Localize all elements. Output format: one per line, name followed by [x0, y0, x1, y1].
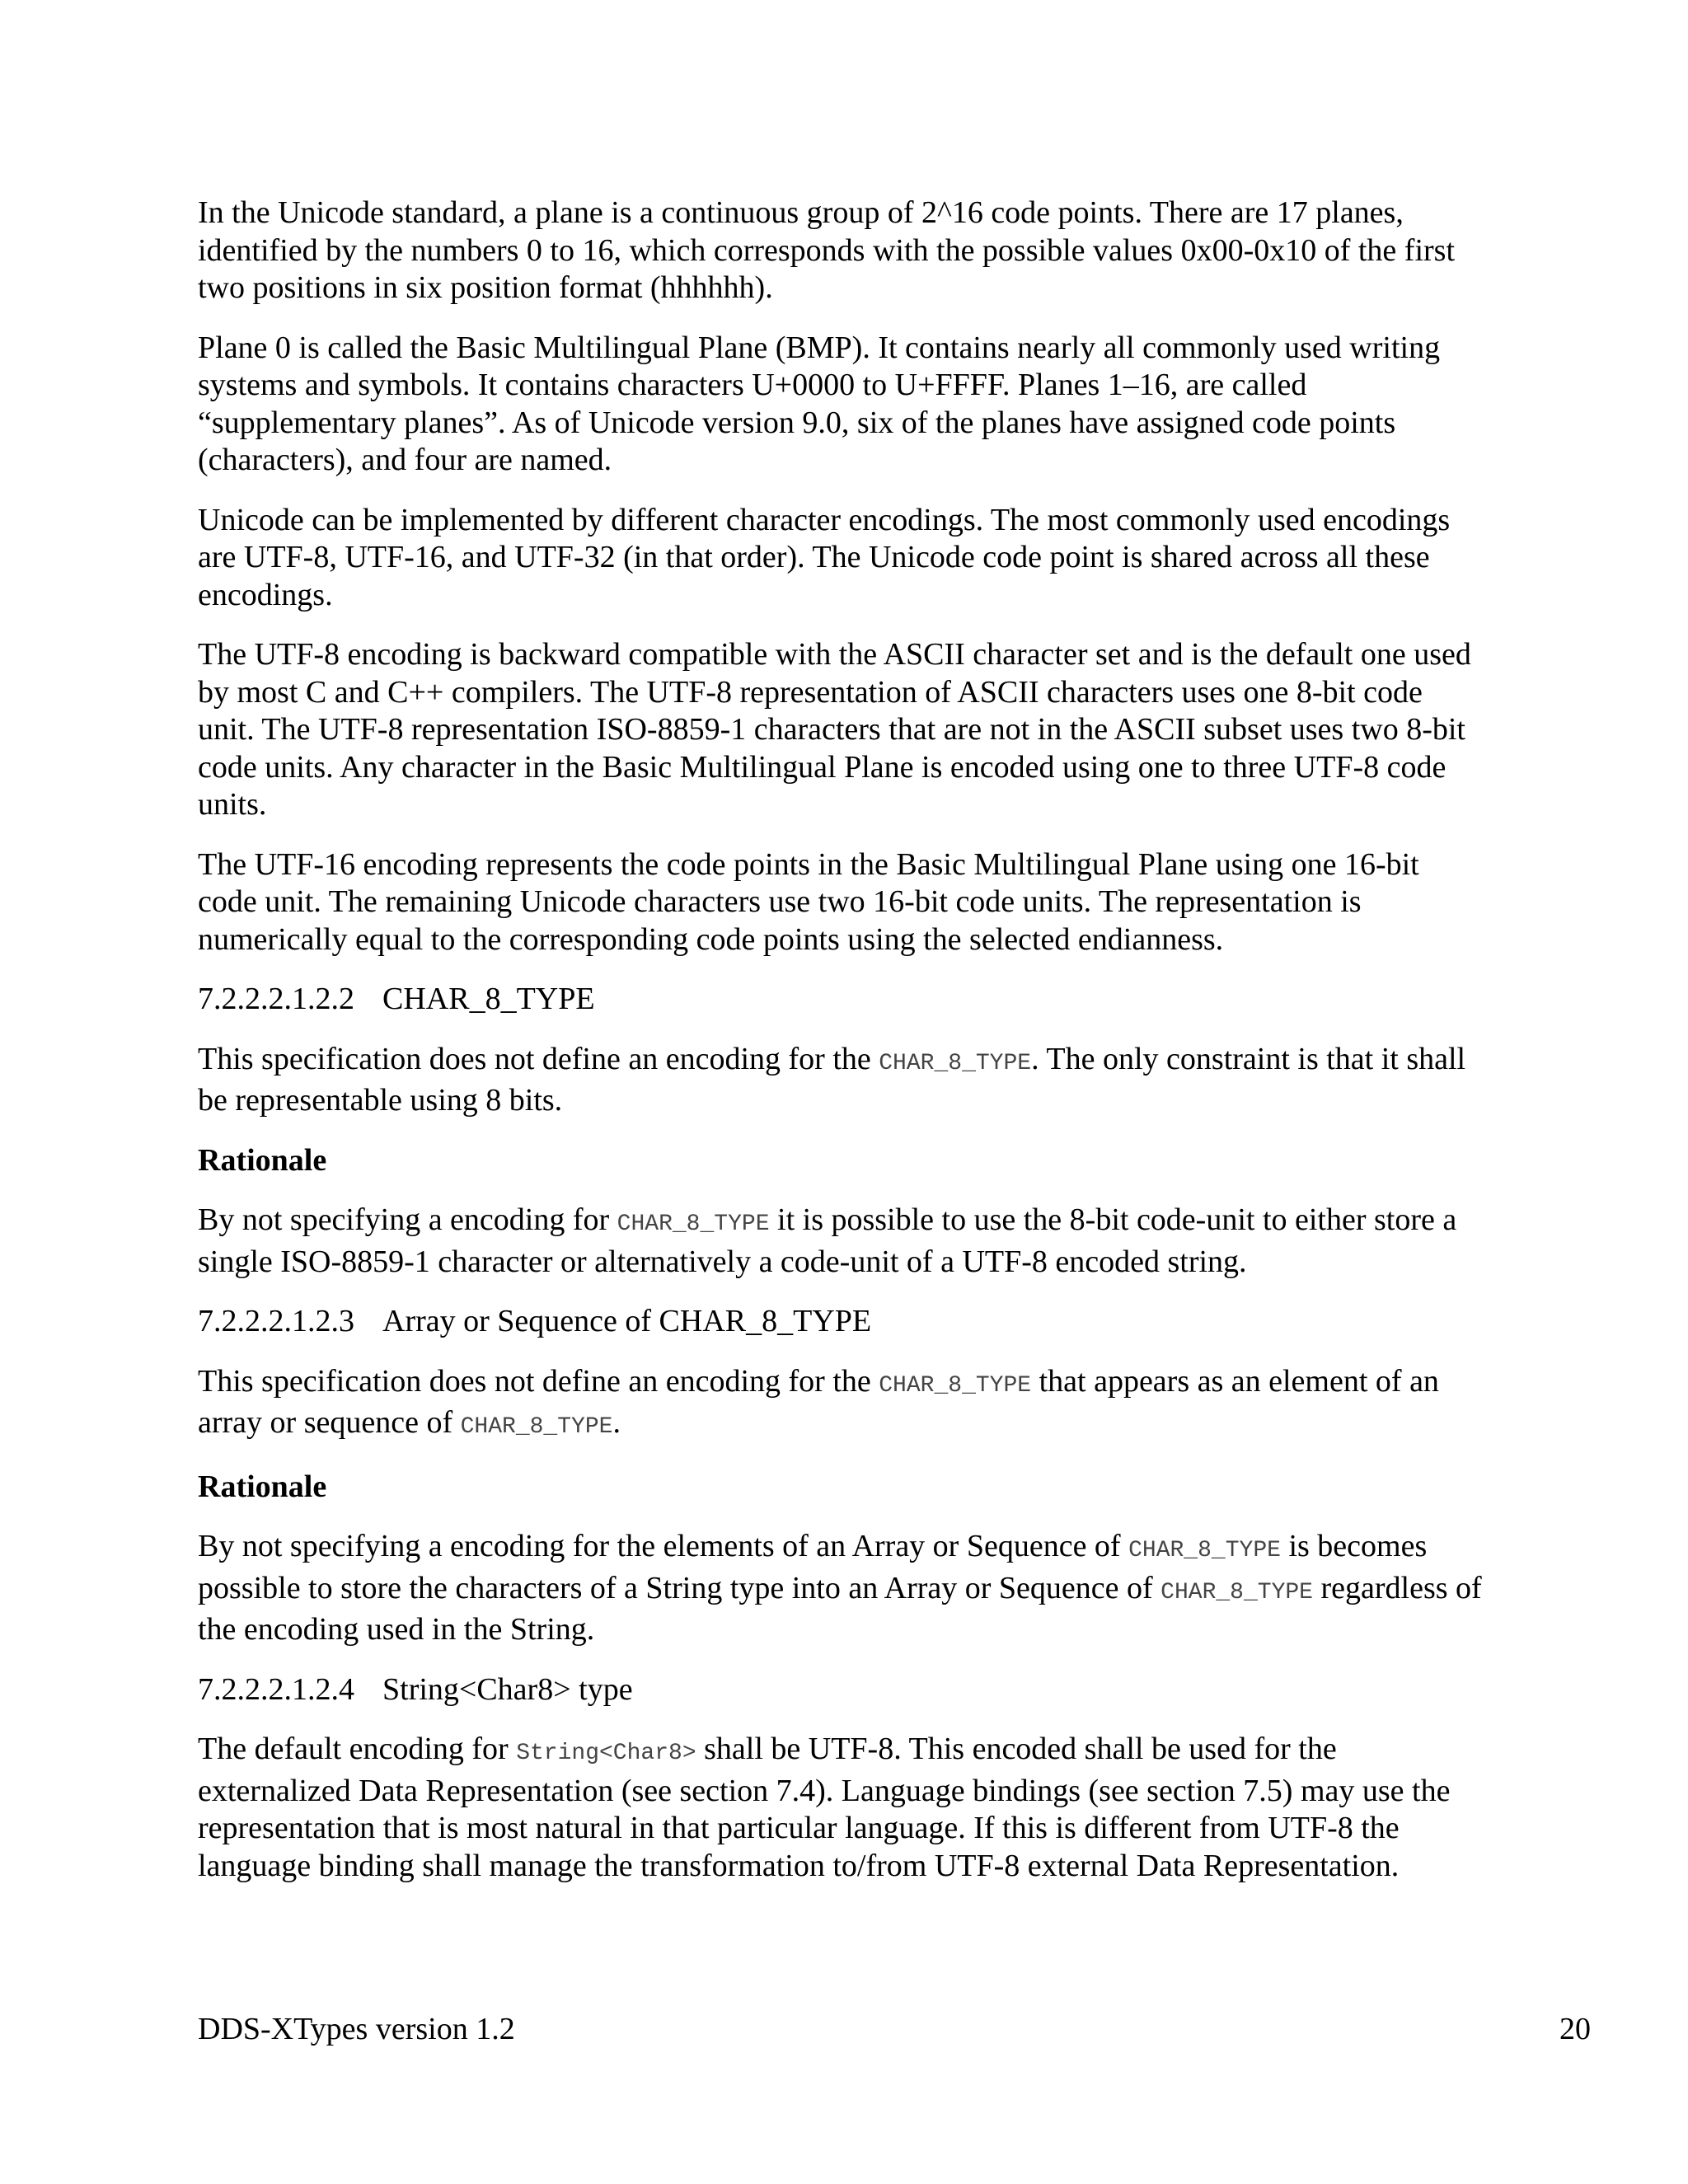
code-identifier: CHAR_8_TYPE	[1128, 1538, 1281, 1563]
section-heading-string-char8	[198, 1671, 1484, 1709]
footer-page-number: 20	[1559, 2012, 1591, 2046]
text-run: This specification does not define an encoding for the	[198, 1363, 879, 1399]
footer-document-title: DDS-XTypes version 1.2	[198, 2012, 515, 2046]
document-body	[198, 194, 1484, 1907]
text-run: regardless of the encoding used in the String.	[198, 1570, 1482, 1647]
text-run: By not specifying a encoding for	[198, 1202, 617, 1237]
code-identifier: CHAR_8_TYPE	[1160, 1579, 1313, 1605]
section-number: 7.2.2.2.1.2.2	[198, 982, 354, 1016]
paragraph-array-rationale	[198, 1528, 1484, 1649]
code-identifier: CHAR_8_TYPE	[617, 1212, 770, 1237]
code-identifier: CHAR_8_TYPE	[460, 1414, 613, 1440]
code-identifier: CHAR_8_TYPE	[879, 1050, 1032, 1076]
text-run: it is possible to use the 8-bit code-unit to either store a single ISO-8859-1 character or alternatively a code-unit of a UTF-8 encoded string.	[198, 1202, 1457, 1279]
text-run: shall be UTF-8. This encoded shall be used for the externalized Data Representation (see section 7.4). Language bindings (see section 7.5) may use the representation that is most natural in that particular language. If this is different from UTF-8 the language binding shall manage the transformation to/from UTF-8 external Data Representation.	[198, 1732, 1451, 1883]
paragraph-unicode-planes: In the Unicode standard, a plane is a continuous group of 2^16 code points. There are 17 planes, identified by the numbers 0 to 16, which corresponds with the possible values 0x00-0x10 of the first two positions in six position format (hhhhhh).	[198, 195, 1456, 305]
text-run: The default encoding for	[198, 1732, 517, 1766]
section-number: 7.2.2.2.1.2.3	[198, 1304, 354, 1338]
paragraph-utf8: The UTF-8 encoding is backward compatible with the ASCII character set and is the default one used by most C and C++ compilers. The UTF-8 representation of ASCII characters uses one 8-bit code unit. The UTF-8 representation ISO-8859-1 characters that are not in the ASCII subset uses two 8-bit code units. Any character in the Basic Multilingual Plane is encoded using one to three UTF-8 code units.	[198, 637, 1471, 822]
code-identifier: CHAR_8_TYPE	[879, 1372, 1032, 1399]
code-identifier: String<Char8>	[516, 1741, 696, 1766]
rationale-label: Rationale	[198, 1142, 327, 1178]
paragraph-encodings: Unicode can be implemented by different character encodings. The most commonly used encodings are UTF-8, UTF-16, and UTF-32 (in that order). The Unicode code point is shared across all these encodings.	[198, 502, 1451, 612]
text-run: is becomes possible to store the characters of a String type into an Array or Sequence of	[198, 1529, 1428, 1605]
paragraph-char8-encoding	[198, 1041, 1484, 1120]
paragraph-array-encoding	[198, 1363, 1484, 1446]
paragraph-bmp: Plane 0 is called the Basic Multilingual Plane (BMP). It contains nearly all commonly used writing systems and symbols. It contains characters U+0000 to U+FFFF. Planes 1–16, are called “supplementary planes”. As of Unicode version 9.0, six of the planes have assigned code points (characters), and four are named.	[198, 330, 1441, 477]
rationale-label: Rationale	[198, 1469, 327, 1504]
text-run: . The only constraint is that it shall be representable using 8 bits.	[198, 1041, 1466, 1118]
paragraph-char8-rationale	[198, 1202, 1484, 1281]
paragraph-utf16: The UTF-16 encoding represents the code points in the Basic Multilingual Plane using one 16-bit code unit. The remaining Unicode characters use two 16-bit code units. The representation is numerically equal to the corresponding code points using the selected endianness.	[198, 846, 1419, 957]
text-run: This specification does not define an encoding for the	[198, 1041, 879, 1076]
section-heading-array-char8	[198, 1303, 1484, 1341]
section-heading-char8-type	[198, 981, 1484, 1019]
text-run: that appears as an element of an array or sequence of	[198, 1363, 1439, 1440]
text-run: .	[612, 1405, 621, 1440]
section-title: Array or Sequence of CHAR_8_TYPE	[382, 1304, 872, 1338]
text-run: By not specifying a encoding for the elements of an Array or Sequence of	[198, 1529, 1129, 1563]
section-title: String<Char8> type	[382, 1671, 633, 1707]
paragraph-string-encoding	[198, 1731, 1484, 1885]
section-number: 7.2.2.2.1.2.4	[198, 1671, 354, 1707]
section-title: CHAR_8_TYPE	[382, 982, 595, 1016]
